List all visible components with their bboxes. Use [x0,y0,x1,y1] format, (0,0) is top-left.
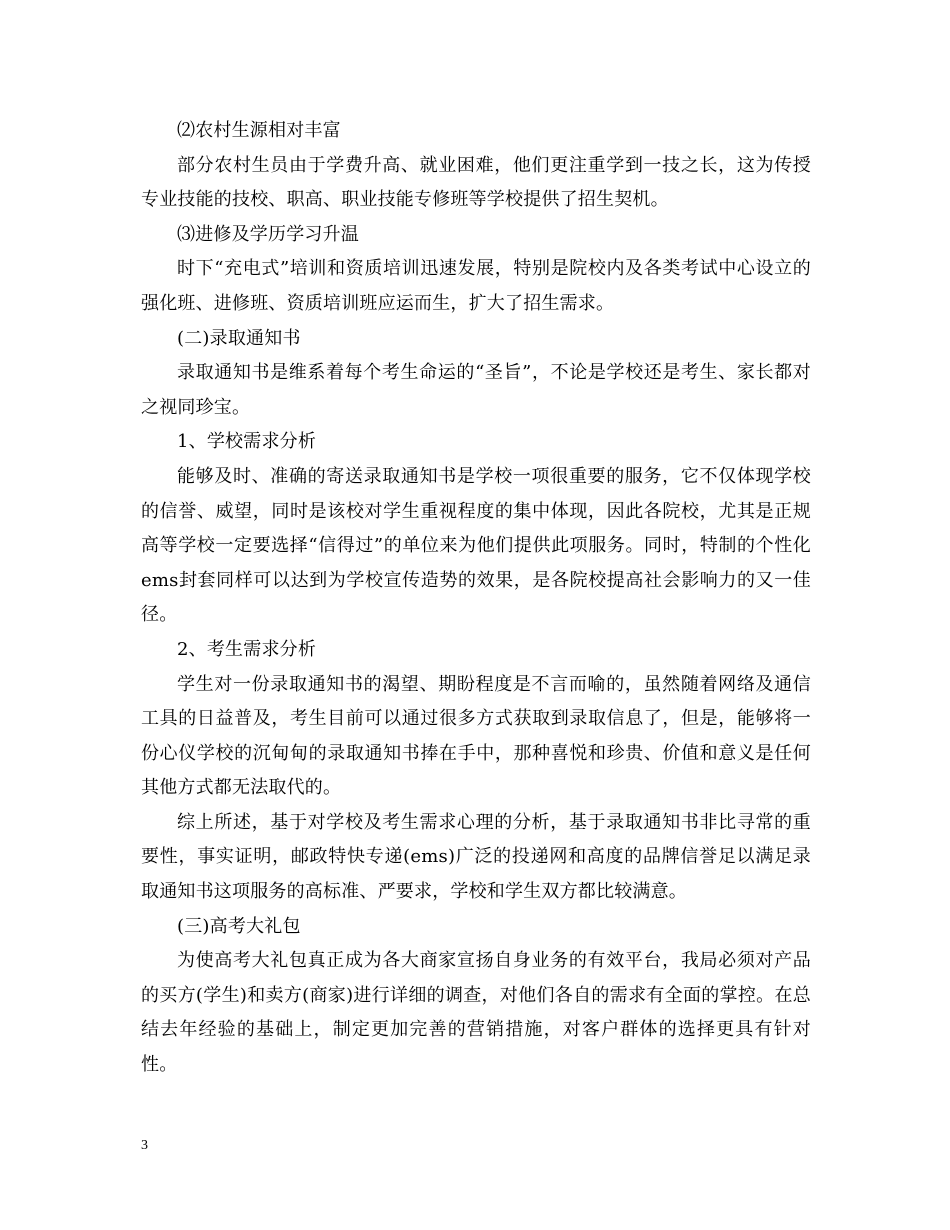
paragraph-gift-package: 为使高考大礼包真正成为各大商家宣扬自身业务的有效平台，我局必须对产品的买方(学生)和卖方(商家)进行详细的调查，对他们各自的需求有全面的掌控。在总结去年经验的基础上，制定更加完善的营销措施，对客户群体的选择更具有针对性。 [141,950,811,1076]
paragraph-summary: 综上所述，基于对学校及考生需求心理的分析，基于录取通知书非比寻常的重要性，事实证明，邮政特快专递(ems)广泛的投递网和高度的品牌信誉足以满足录取通知书这项服务的高标准、严要求，学校和学生双方都比较满意。 [141,811,811,903]
subheading-student-needs: 2、考生需求分析 [177,638,317,660]
document-body [141,114,811,1083]
paragraph-rural-students: 部分农村生员由于学费升高、就业困难，他们更注重学到一技之长，这为传授专业技能的技校、职高、职业技能专修班等学校提供了招生契机。 [141,154,811,211]
page-number: 3 [141,1138,148,1153]
paragraph-student-needs: 学生对一份录取通知书的渴望、期盼程度是不言而喻的，虽然随着网络及通信工具的日益普及，考生目前可以通过很多方式获取到录取信息了，但是，能够将一份心仪学校的沉甸甸的录取通知书捧在手中，那种喜悦和珍贵、价值和意义是任何其他方式都无法取代的。 [141,673,811,799]
subheading-school-needs: 1、学校需求分析 [177,431,317,453]
paragraph-further-study: 时下“充电式”培训和资质培训迅速发展，特别是院校内及各类考试中心设立的强化班、进修班、资质培训班应运而生，扩大了招生需求。 [141,258,811,314]
paragraph-school-needs: 能够及时、准确的寄送录取通知书是学校一项很重要的服务，它不仅体现学校的信誉、威望，同时是该校对学生重视程度的集中体现，因此各院校，尤其是正规高等学校一定要选择“信得过”的单位来为他们提供此项服务。同时，特制的个性化ems封套同样可以达到为学校宣传造势的效果，是各院校提高社会影响力的又一佳径。 [141,465,811,626]
subheading-further-study: ⑶进修及学历学习升温 [177,223,359,245]
section-heading-admission-notice: (二)录取通知书 [177,327,301,349]
section-heading-gift-package: (三)高考大礼包 [177,915,301,937]
paragraph-admission-notice: 录取通知书是维系着每个考生命运的“圣旨”，不论是学校还是考生、家长都对之视同珍宝。 [141,362,811,418]
subheading-rural-students: ⑵农村生源相对丰富 [177,120,341,141]
